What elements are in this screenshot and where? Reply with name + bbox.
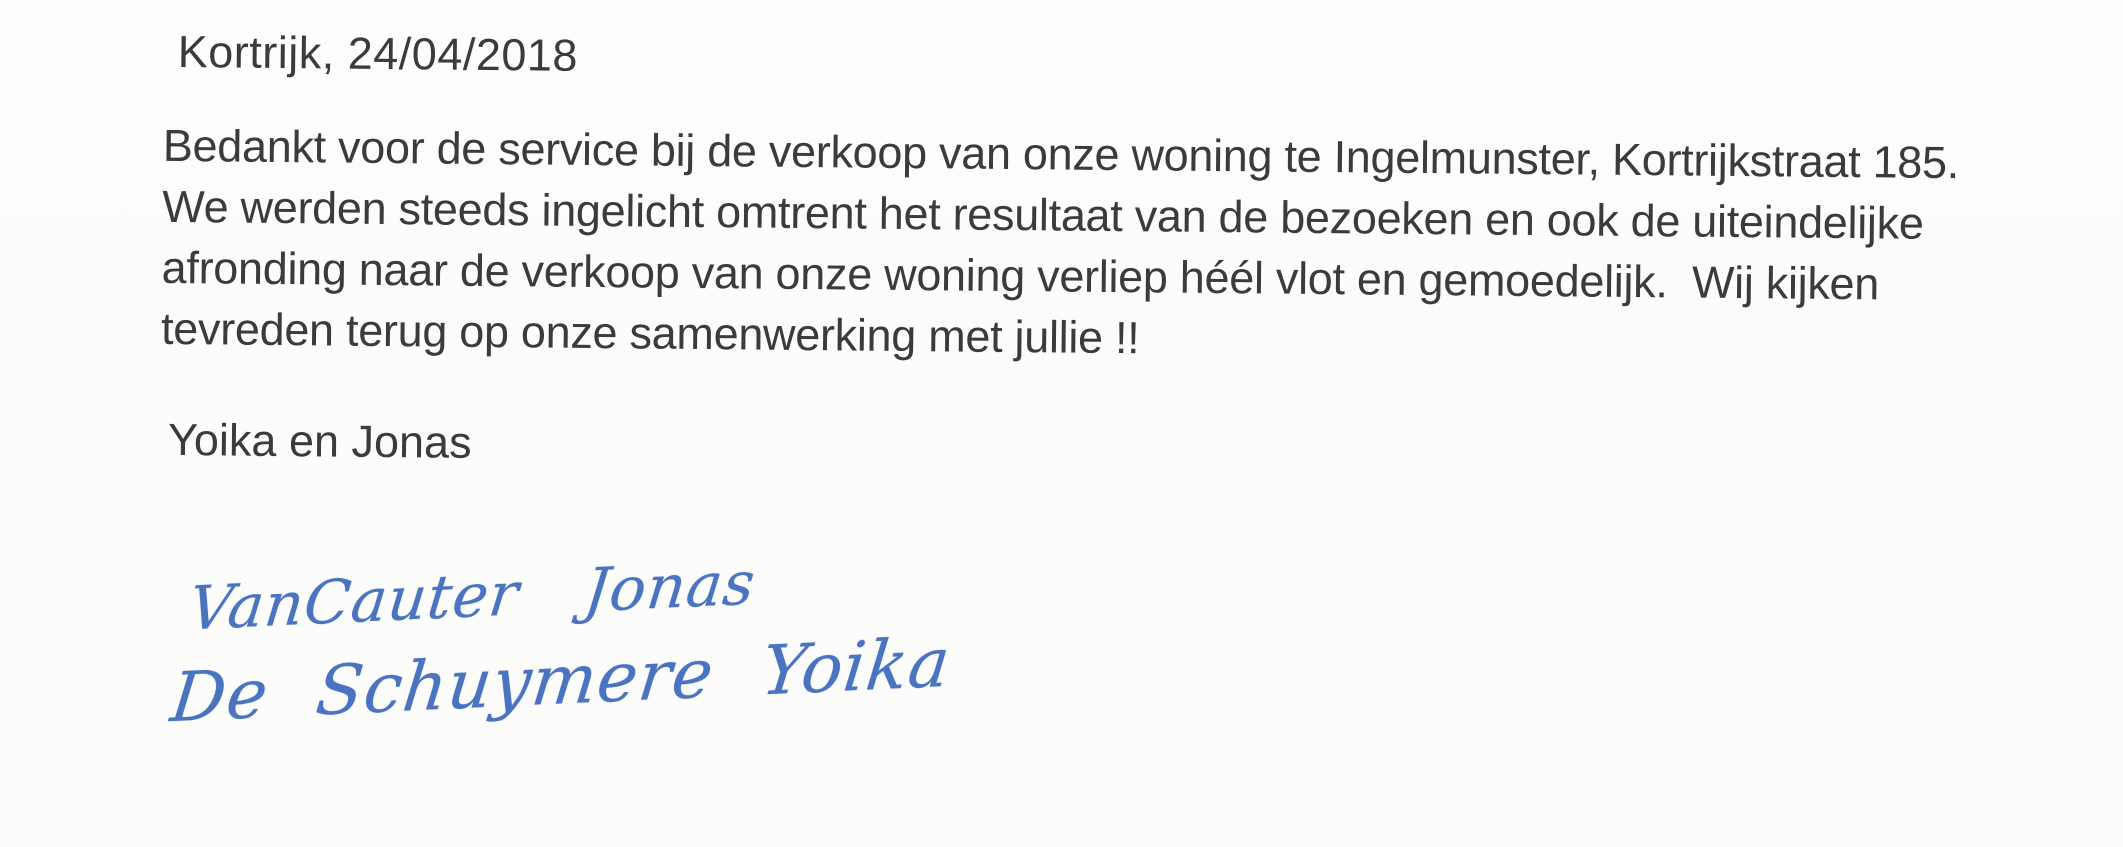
body-line-4: tevreden terug op onze samenwerking met jullie !! — [160, 302, 1140, 364]
body-line-2: We werden steeds ingelicht omtrent het resultaat van de bezoeken en ook de uiteindelijke — [162, 180, 1924, 249]
handwritten-signature — [167, 539, 964, 739]
signature-name-jonas: VanCauter Jonas — [185, 548, 760, 645]
signature-name-yoika: De Schuymere Yoika — [167, 623, 955, 739]
letter-signoff: Yoika en Jonas — [167, 413, 472, 468]
body-line-1: Bedankt voor de service bij de verkoop van onze woning te Ingelmunster, Kortrijkstraat 185. — [162, 119, 1960, 189]
letter-date-line: Kortrijk, 24/04/2018 — [177, 26, 579, 81]
typed-text-block — [160, 26, 1960, 483]
letter-body — [161, 115, 1959, 376]
body-line-3: afronding naar de verkoop van onze woning verliep héél vlot en gemoedelijk. Wij kijken — [161, 241, 1880, 310]
